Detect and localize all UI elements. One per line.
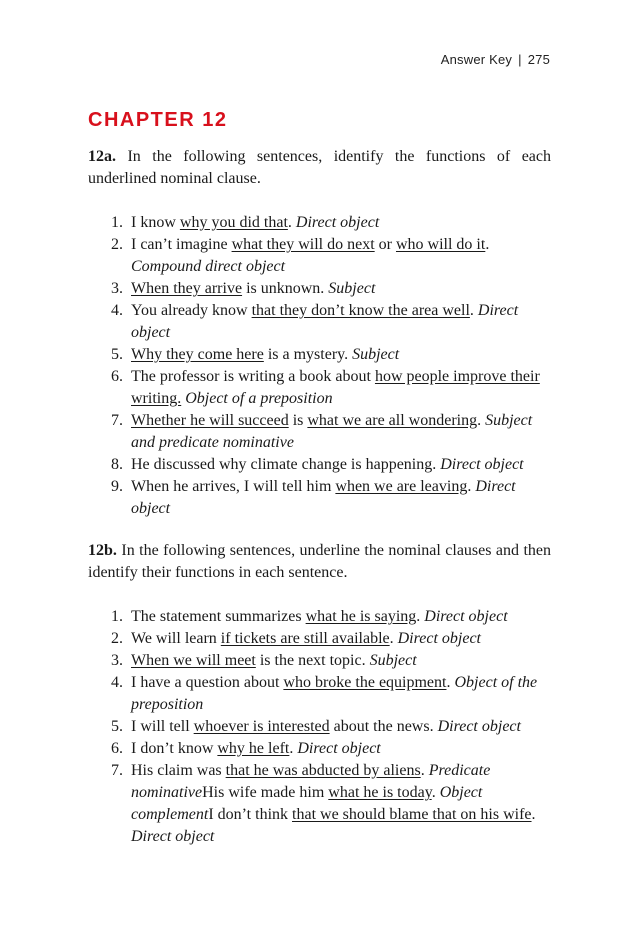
exercise-label: 12b. <box>88 542 117 559</box>
item-number: 2. <box>111 236 123 253</box>
sentence-text: . <box>531 806 536 823</box>
clause-function: Direct object <box>437 718 521 735</box>
clause-function: Direct object <box>397 630 481 647</box>
sentence-text: about the news. <box>329 718 438 735</box>
item-number: 2. <box>111 630 123 647</box>
exercise-label: 12a. <box>88 148 116 165</box>
exercise-instruction <box>88 540 551 584</box>
list-item <box>111 300 551 344</box>
sentence-text: . <box>485 236 490 253</box>
item-number: 3. <box>111 652 123 669</box>
item-number: 6. <box>111 368 123 385</box>
list-item <box>111 278 551 300</box>
nominal-clause: whoever is interested <box>193 718 330 735</box>
list-item <box>111 410 551 454</box>
sentence-text: We will learn <box>131 630 221 647</box>
sentence-text: I have a question about <box>131 674 284 691</box>
sentence-text: I don’t know <box>131 740 218 757</box>
list-item <box>111 760 551 848</box>
sentence-text: is the next topic. <box>255 652 370 669</box>
instruction-text: In the following sentences, identify the functions of each underlined nominal clause. <box>88 148 552 187</box>
clause-function: Subject <box>328 280 376 297</box>
clause-function: Direct object <box>297 740 381 757</box>
sentence-text: I know <box>131 214 180 231</box>
list-item <box>111 606 551 628</box>
list-item <box>111 476 551 520</box>
clause-function: Predicate nominative <box>131 762 491 801</box>
nominal-clause: if tickets are still available <box>220 630 390 647</box>
sentence-text: . <box>420 762 429 779</box>
nominal-clause: what he is saying <box>305 608 417 625</box>
sentence-text: His wife made him <box>202 784 329 801</box>
sentence-text: is unknown. <box>242 280 329 297</box>
sentence-text: The professor is writing a book about <box>131 368 375 385</box>
sentence-text: . <box>431 784 440 801</box>
list-item <box>111 672 551 716</box>
list-item <box>111 212 551 234</box>
nominal-clause: when we are leaving <box>335 478 468 495</box>
sentence-text: . <box>416 608 425 625</box>
nominal-clause: that they don’t know the area well <box>251 302 470 319</box>
nominal-clause: When they arrive <box>131 280 243 297</box>
sentence-text: . <box>477 412 486 429</box>
nominal-clause: why you did that <box>179 214 288 231</box>
sentence-text: I don’t think <box>208 806 293 823</box>
header-separator: | <box>518 52 522 67</box>
nominal-clause: what they will do next <box>231 236 375 253</box>
exercise-12a <box>88 146 551 520</box>
clause-function: Subject <box>352 346 400 363</box>
nominal-clause: why he left <box>217 740 290 757</box>
sentence-text: or <box>374 236 396 253</box>
nominal-clause: who broke the equipment <box>283 674 447 691</box>
sentence-text: . <box>469 302 478 319</box>
clause-function: Compound direct object <box>131 258 286 275</box>
item-number: 5. <box>111 718 123 735</box>
list-item <box>111 628 551 650</box>
clause-function: Direct object <box>131 478 516 517</box>
sentence-text: . <box>446 674 455 691</box>
clause-function: Subject <box>369 652 417 669</box>
list-item <box>111 716 551 738</box>
nominal-clause: that he was abducted by aliens <box>225 762 421 779</box>
item-number: 4. <box>111 674 123 691</box>
clause-function: Direct object <box>131 302 519 341</box>
sentence-text: . <box>287 214 296 231</box>
nominal-clause: how people improve their writing. <box>131 368 540 407</box>
item-number: 5. <box>111 346 123 363</box>
sentence-text: You already know <box>131 302 252 319</box>
nominal-clause: who will do it <box>395 236 486 253</box>
exercise-instruction <box>88 146 551 190</box>
sentence-text: The statement summarizes <box>131 608 306 625</box>
answer-list <box>88 606 551 848</box>
nominal-clause: that we should blame that on his wife <box>292 806 532 823</box>
sentence-text: I can’t imagine <box>131 236 232 253</box>
page-number: 275 <box>527 52 550 67</box>
clause-function: Direct object <box>295 214 380 231</box>
item-number: 6. <box>111 740 123 757</box>
sentence-text: I will tell <box>131 718 194 735</box>
sentence-text: His claim was <box>131 762 226 779</box>
answer-list <box>88 212 551 520</box>
nominal-clause: what we are all wondering <box>307 412 478 429</box>
clause-function: Direct object <box>131 828 215 845</box>
sentence-text: He discussed why climate change is happening. <box>131 456 441 473</box>
item-number: 3. <box>111 280 123 297</box>
item-number: 8. <box>111 456 123 473</box>
item-number: 1. <box>111 608 123 625</box>
header-section-title: Answer Key <box>440 52 513 67</box>
sentence-text: . <box>289 740 298 757</box>
running-header <box>441 52 550 67</box>
list-item <box>111 650 551 672</box>
clause-function: Object of the preposition <box>131 674 538 713</box>
item-number: 4. <box>111 302 123 319</box>
sentence-text: . <box>389 630 398 647</box>
nominal-clause: what he is today <box>328 784 432 801</box>
list-item <box>111 344 551 366</box>
list-item <box>111 234 551 278</box>
exercise-12b <box>88 540 551 848</box>
sentence-text: When he arrives, I will tell him <box>131 478 336 495</box>
chapter-title: CHAPTER 12 <box>88 109 228 131</box>
clause-function: Object complement <box>131 784 483 823</box>
list-item <box>111 738 551 760</box>
item-number: 7. <box>111 762 123 779</box>
sentence-text: . <box>467 478 476 495</box>
list-item <box>111 454 551 476</box>
sentence-text: is a mystery. <box>263 346 353 363</box>
item-number: 9. <box>111 478 123 495</box>
item-number: 7. <box>111 412 123 429</box>
nominal-clause: Why they come here <box>131 346 264 363</box>
item-number: 1. <box>111 214 123 231</box>
list-item <box>111 366 551 410</box>
clause-function: Object of a preposition <box>185 390 333 407</box>
clause-function: Direct object <box>424 608 508 625</box>
sentence-text: is <box>288 412 308 429</box>
nominal-clause: Whether he will succeed <box>131 412 289 429</box>
clause-function: Subject and predicate nominative <box>131 412 533 451</box>
clause-function: Direct object <box>440 456 524 473</box>
instruction-text: In the following sentences, underline the nominal clauses and then identify their functions in each sentence. <box>88 542 552 581</box>
nominal-clause: When we will meet <box>131 652 256 669</box>
